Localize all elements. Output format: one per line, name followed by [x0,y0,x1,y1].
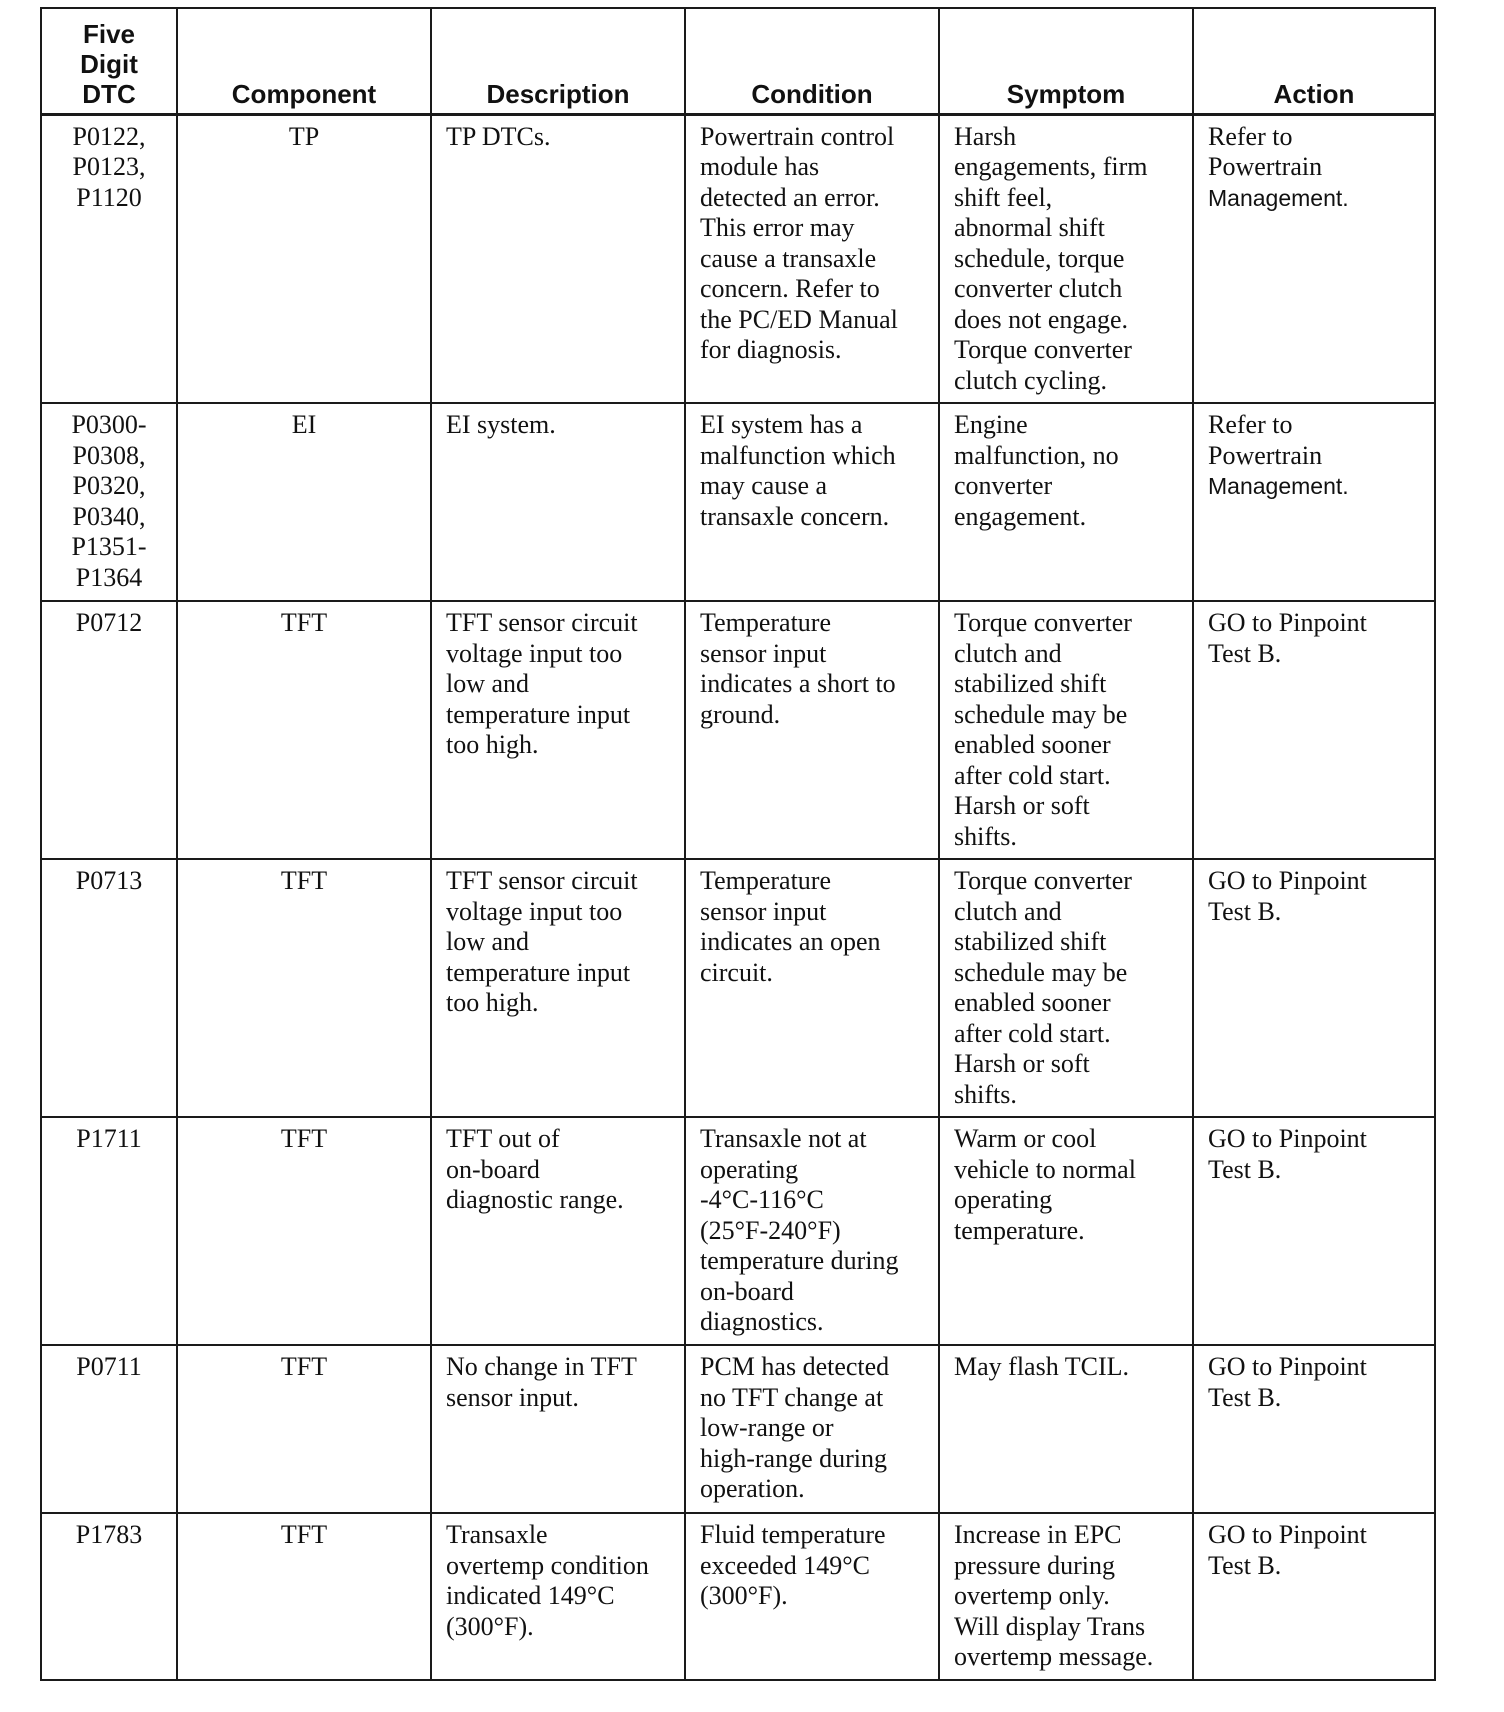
header-component: Component [177,8,431,114]
table-row [41,114,1435,403]
table-row [41,859,1435,1117]
header-symptom: Symptom [939,8,1193,114]
action-text-management: Management. [1208,184,1349,211]
cell-condition: EI system has a malfunction which may cause a transaxle concern. [685,403,939,601]
cell-symptom: Torque converter clutch and stabilized shift schedule may be enabled sooner after cold start. Harsh or soft shifts. [939,859,1193,1117]
cell-component: TFT [177,1117,431,1345]
cell-symptom: Torque converter clutch and stabilized shift schedule may be enabled sooner after cold start. Harsh or soft shifts. [939,601,1193,859]
cell-action [1193,403,1435,601]
cell-dtc: P1711 [41,1117,177,1345]
header-condition: Condition [685,8,939,114]
table-row [41,1345,1435,1513]
cell-symptom: Warm or cool vehicle to normal operating temperature. [939,1117,1193,1345]
header-row [41,8,1435,114]
cell-condition: Powertrain control module has detected an error. This error may cause a transaxle concern. Refer to the PC/ED Manual for diagnosis. [685,114,939,403]
cell-component: EI [177,403,431,601]
cell-description: TFT sensor circuit voltage input too low and temperature input too high. [431,601,685,859]
cell-description: EI system. [431,403,685,601]
cell-dtc: P0122, P0123, P1120 [41,114,177,403]
cell-dtc: P0713 [41,859,177,1117]
cell-dtc: P1783 [41,1513,177,1680]
cell-action: GO to Pinpoint Test B. [1193,1513,1435,1680]
table-row [41,601,1435,859]
cell-action: GO to Pinpoint Test B. [1193,1117,1435,1345]
cell-description: TFT out of on-board diagnostic range. [431,1117,685,1345]
table-row [41,1513,1435,1680]
cell-component: TFT [177,1513,431,1680]
cell-condition: Transaxle not at operating -4°C-116°C (25°F-240°F) temperature during on-board diagnostics. [685,1117,939,1345]
cell-condition: Temperature sensor input indicates an open circuit. [685,859,939,1117]
cell-symptom: Harsh engagements, firm shift feel, abnormal shift schedule, torque converter clutch does not engage. Torque converter clutch cycling. [939,114,1193,403]
cell-condition: PCM has detected no TFT change at low-range or high-range during operation. [685,1345,939,1513]
action-text-management: Management. [1208,473,1349,499]
cell-condition: Fluid temperature exceeded 149°C (300°F). [685,1513,939,1680]
cell-description: TP DTCs. [431,114,685,403]
cell-action: GO to Pinpoint Test B. [1193,601,1435,859]
action-text: Refer to Powertrain [1208,121,1323,181]
cell-component: TFT [177,601,431,859]
cell-description: No change in TFT sensor input. [431,1345,685,1513]
header-dtc: Five Digit DTC [41,8,177,114]
cell-description: Transaxle overtemp condition indicated 149°C (300°F). [431,1513,685,1680]
cell-action: GO to Pinpoint Test B. [1193,859,1435,1117]
cell-description: TFT sensor circuit voltage input too low and temperature input too high. [431,859,685,1117]
cell-action: GO to Pinpoint Test B. [1193,1345,1435,1513]
table-row [41,403,1435,601]
header-action: Action [1193,8,1435,114]
cell-action [1193,114,1435,403]
cell-dtc: P0711 [41,1345,177,1513]
dtc-table [40,7,1436,1681]
cell-dtc: P0712 [41,601,177,859]
table-row [41,1117,1435,1345]
cell-symptom: May flash TCIL. [939,1345,1193,1513]
header-description: Description [431,8,685,114]
cell-component: TFT [177,1345,431,1513]
action-text: Refer to Powertrain [1208,410,1323,470]
cell-dtc: P0300- P0308, P0320, P0340, P1351- P1364 [41,403,177,601]
cell-symptom: Increase in EPC pressure during overtemp only. Will display Trans overtemp message. [939,1513,1193,1680]
cell-component: TFT [177,859,431,1117]
cell-condition: Temperature sensor input indicates a short to ground. [685,601,939,859]
cell-symptom: Engine malfunction, no converter engagement. [939,403,1193,601]
cell-component: TP [177,114,431,403]
